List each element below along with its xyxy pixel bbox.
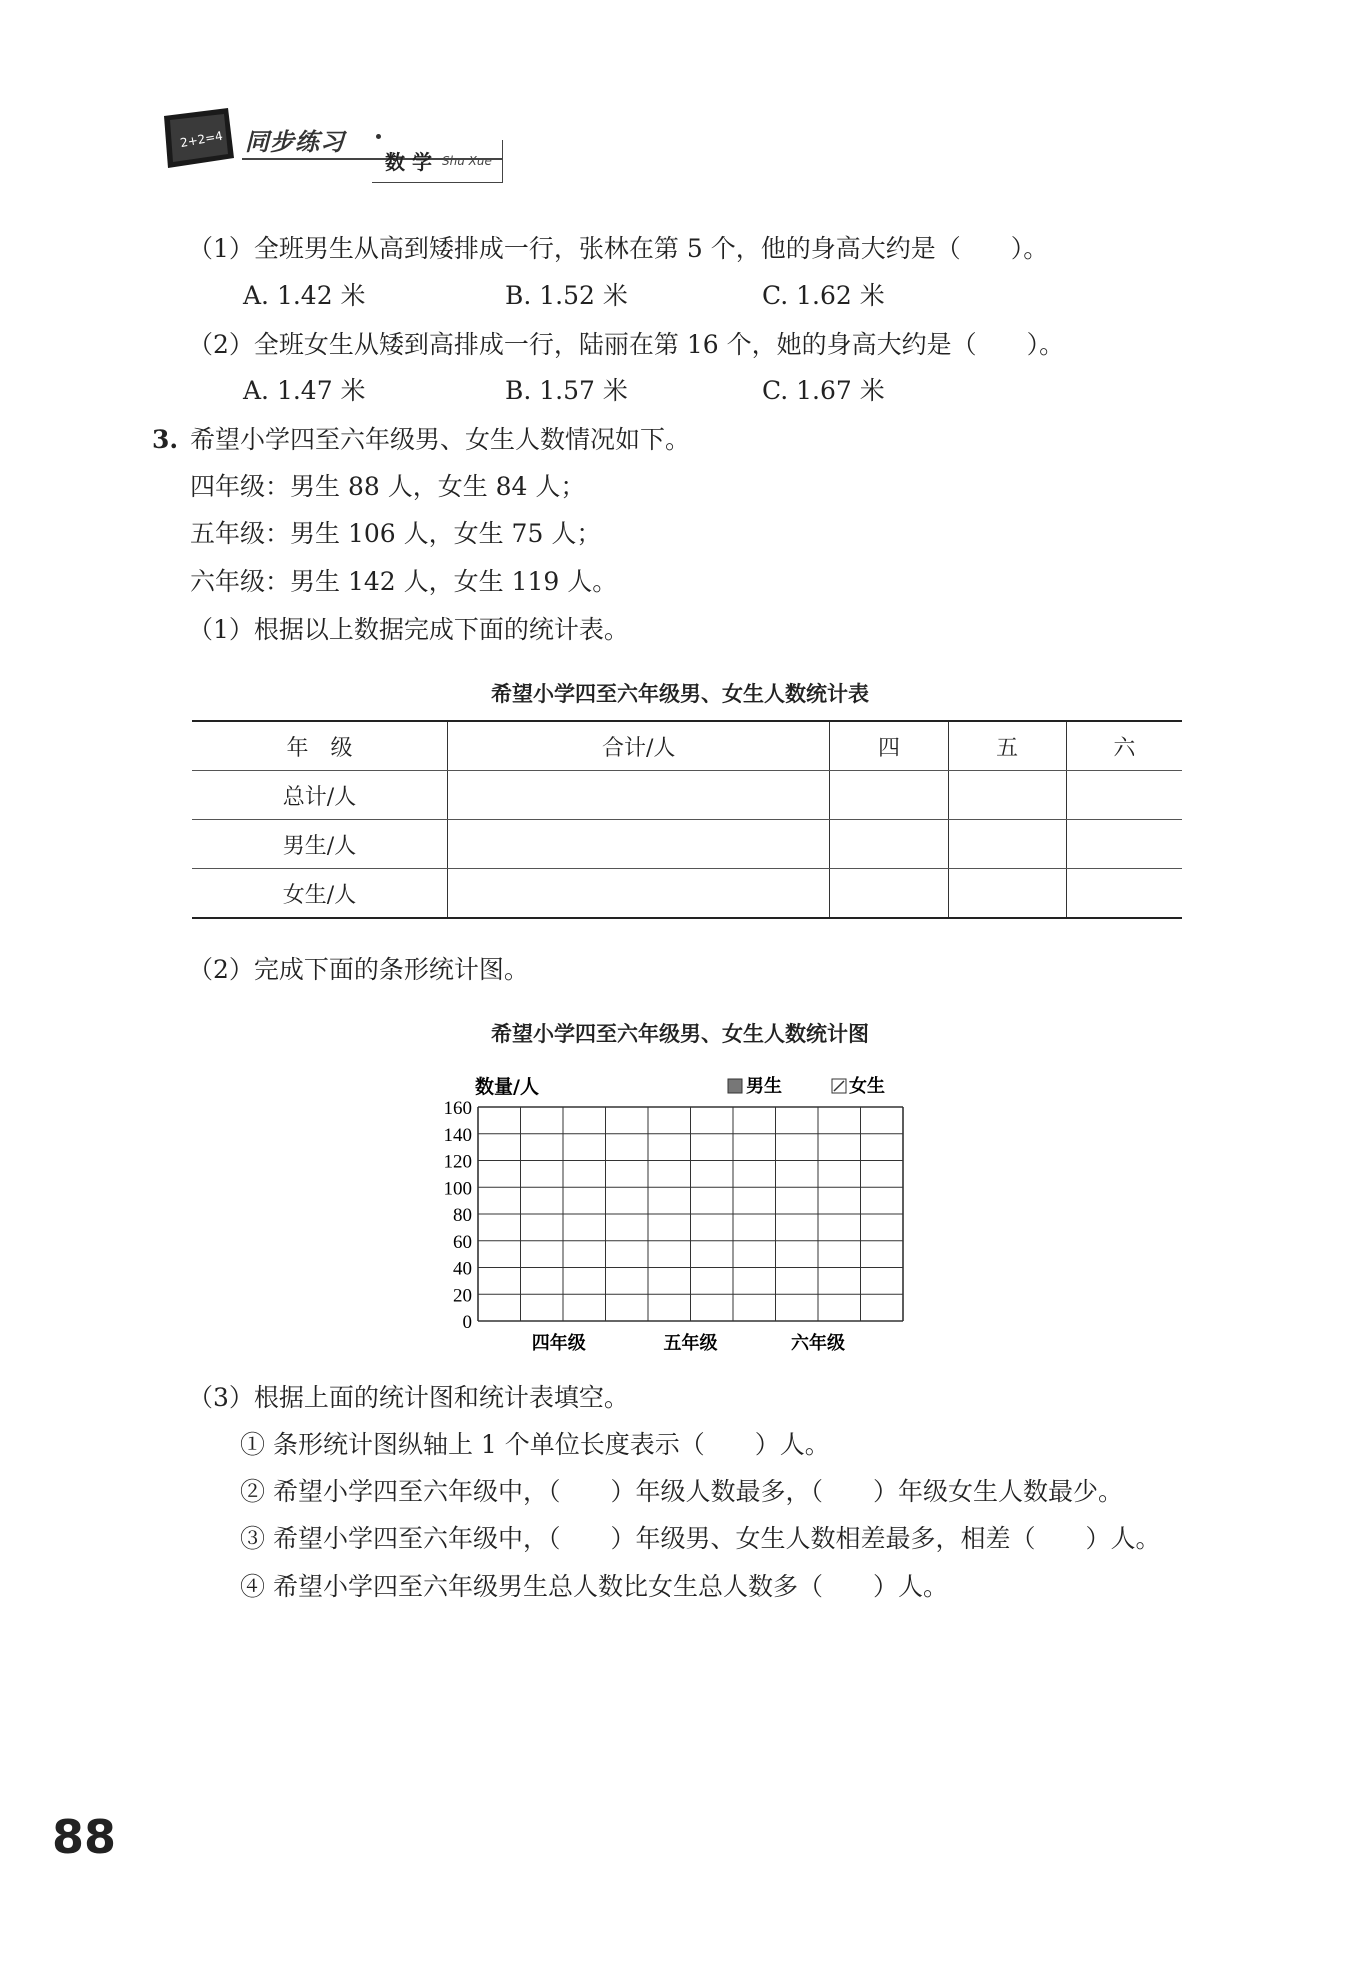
x-category-label: 六年级: [791, 1333, 845, 1354]
table-row: [192, 820, 1182, 869]
chart-grid: [478, 1107, 903, 1321]
fill-item-2: ② 希望小学四至六年级中，（ ）年级人数最多，（ ）年级女生人数最少。: [240, 1477, 1123, 1506]
q1-option-c: C. 1.62 米: [762, 281, 885, 310]
y-tick-label: 20: [453, 1285, 472, 1307]
legend-label-boys: 男生: [746, 1076, 782, 1097]
row-label: 总计/人: [192, 771, 448, 820]
y-tick-label: 40: [453, 1258, 472, 1280]
question-3-part-3: （3）根据上面的统计图和统计表填空。: [188, 1383, 629, 1412]
y-tick-label: 60: [453, 1231, 472, 1253]
table-cell[interactable]: [448, 869, 830, 919]
table-cell[interactable]: [448, 771, 830, 820]
table-title: 希望小学四至六年级男、女生人数统计表: [491, 682, 869, 706]
question-3-number: 3.: [152, 425, 179, 454]
y-axis-ticks: [444, 1098, 473, 1333]
table-row: [192, 869, 1182, 919]
page-number: 88: [52, 1810, 117, 1864]
fill-item-4: ④ 希望小学四至六年级男生总人数比女生总人数多（ ）人。: [240, 1572, 948, 1601]
question-2: （2）全班女生从矮到高排成一行，陆丽在第 16 个，她的身高大约是（ ）。: [188, 330, 1065, 359]
y-tick-label: 100: [443, 1178, 472, 1200]
table-header-cell: 四: [830, 721, 948, 771]
legend-label-girls: 女生: [849, 1076, 885, 1097]
table-header-cell: 五: [948, 721, 1066, 771]
q2-option-b: B. 1.57 米: [505, 376, 628, 405]
question-3-part-2: （2）完成下面的条形统计图。: [188, 955, 529, 984]
q2-option-c: C. 1.67 米: [762, 376, 885, 405]
board-text: 2+2=4: [179, 128, 224, 151]
subject-label: 数 学: [385, 150, 432, 174]
book-header: [150, 100, 510, 190]
grade-5-data: 五年级：男生 106 人，女生 75 人；: [190, 519, 602, 548]
table-header-row: [192, 721, 1182, 771]
y-tick-label: 160: [443, 1098, 472, 1119]
legend-swatch-girls: [832, 1079, 846, 1093]
y-axis-label: 数量/人: [475, 1076, 539, 1098]
table-cell[interactable]: [948, 869, 1066, 919]
legend-swatch-boys: [728, 1079, 742, 1093]
fill-item-1: ① 条形统计图纵轴上 1 个单位长度表示（ ）人。: [240, 1430, 830, 1459]
table-cell[interactable]: [830, 869, 948, 919]
q1-option-a: A. 1.42 米: [243, 281, 366, 310]
y-tick-label: 80: [453, 1205, 472, 1226]
book-title: 同步练习: [245, 128, 345, 156]
table-cell[interactable]: [1066, 820, 1182, 869]
table-cell[interactable]: [448, 820, 830, 869]
statistics-table: [192, 720, 1182, 919]
bar-chart: [420, 1065, 920, 1365]
table-cell[interactable]: [1066, 869, 1182, 919]
header-dot: [376, 134, 381, 139]
question-3-intro: 希望小学四至六年级男、女生人数情况如下。: [190, 425, 691, 454]
y-tick-label: 140: [443, 1124, 472, 1146]
question-3-part-1: （1）根据以上数据完成下面的统计表。: [188, 615, 629, 644]
x-category-label: 五年级: [663, 1333, 718, 1354]
q1-option-b: B. 1.52 米: [505, 281, 628, 310]
x-axis-categories: [532, 1332, 845, 1354]
q2-option-a: A. 1.47 米: [243, 376, 366, 405]
table-cell[interactable]: [830, 771, 948, 820]
question-1: （1）全班男生从高到矮排成一行，张林在第 5 个，他的身高大约是（ ）。: [188, 234, 1049, 263]
table-cell[interactable]: [948, 771, 1066, 820]
grade-6-data: 六年级：男生 142 人，女生 119 人。: [190, 567, 618, 596]
table-cell[interactable]: [948, 820, 1066, 869]
grade-4-data: 四年级：男生 88 人，女生 84 人；: [190, 472, 586, 501]
table-row: [192, 771, 1182, 820]
row-label: 女生/人: [192, 869, 448, 919]
chalkboard-icon: [158, 106, 236, 172]
chart-title: 希望小学四至六年级男、女生人数统计图: [491, 1022, 869, 1046]
x-category-label: 四年级: [531, 1333, 586, 1354]
row-label: 男生/人: [192, 820, 448, 869]
table-header-cell: 六: [1066, 721, 1182, 771]
y-tick-label: 120: [443, 1151, 472, 1173]
table-header-cell: 合计/人: [448, 721, 830, 771]
fill-item-3: ③ 希望小学四至六年级中，（ ）年级男、女生人数相差最多，相差（ ）人。: [240, 1524, 1161, 1553]
table-cell[interactable]: [1066, 771, 1182, 820]
subject-pinyin: Shu Xue: [442, 154, 492, 168]
y-tick-label: 0: [462, 1312, 472, 1333]
table-cell[interactable]: [830, 820, 948, 869]
table-header-cell: 年 级: [192, 721, 448, 771]
